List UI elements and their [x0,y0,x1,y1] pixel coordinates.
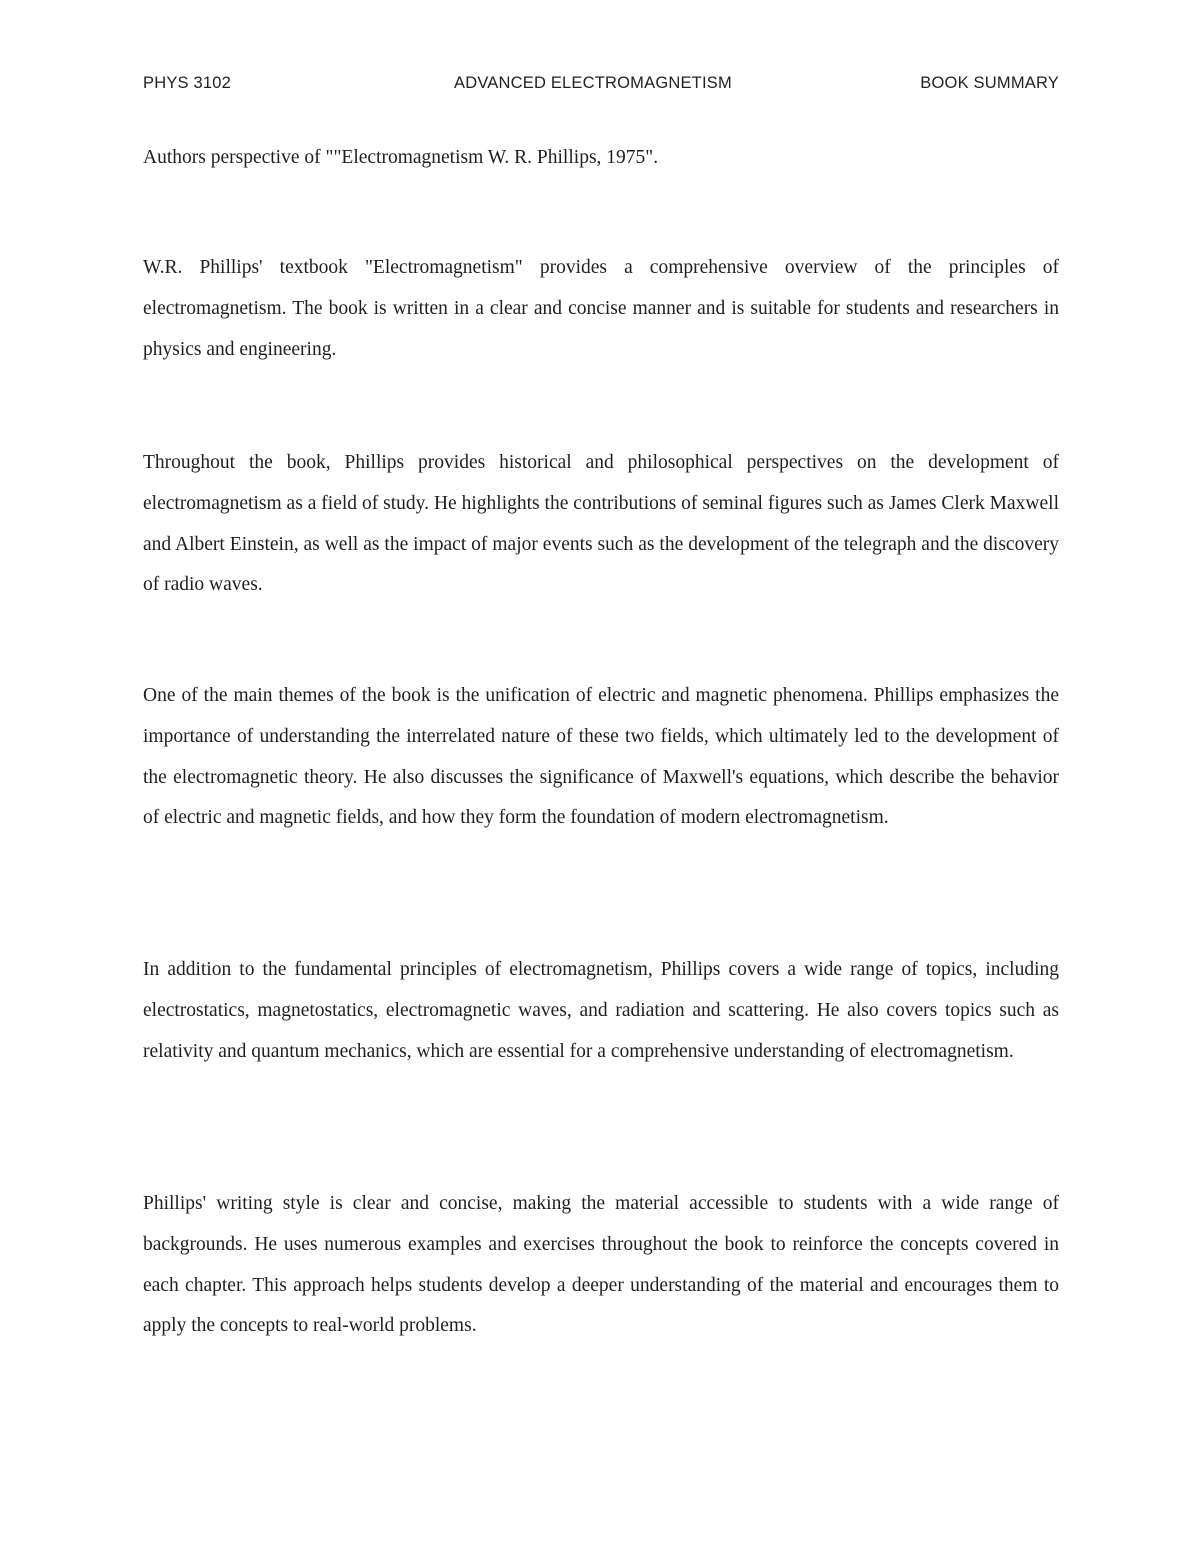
paragraph-intro: W.R. Phillips' textbook "Electromagnetism" provides a comprehensive overview of the principles of electromagnetism. The book is written in a clear and concise manner and is suitable for students and researchers in physics and engineering. [143,257,1059,360]
paragraph-topics-covered: In addition to the fundamental principles of electromagnetism, Phillips covers a wide range of topics, including electrostatics, magnetostatics, electromagnetic waves, and radiation and scattering. He also covers topics such as relativity and quantum mechanics, which are essential for a comprehensive understanding of electromagnetism. [143,959,1059,1062]
header-subject: ADVANCED ELECTROMAGNETISM [454,74,732,92]
header-course-code: PHYS 3102 [143,74,232,92]
page-header [143,74,1059,98]
document-title: Authors perspective of ""Electromagnetism W. R. Phillips, 1975". [143,147,659,168]
paragraph-historical-perspectives: Throughout the book, Phillips provides historical and philosophical perspectives on the development of electromagnetism as a field of study. He highlights the contributions of seminal figures such as James Clerk Maxwell and Albert Einstein, as well as the impact of major events such as the development of the telegraph and the discovery of radio waves. [143,452,1059,596]
header-document-type: BOOK SUMMARY [920,74,1059,92]
paragraph-writing-style: Phillips' writing style is clear and concise, making the material accessible to students with a wide range of backgrounds. He uses numerous examples and exercises throughout the book to reinforce the concepts covered in each chapter. This approach helps students develop a deeper understanding of the material and encourages them to apply the concepts to real-world problems. [143,1193,1059,1337]
paragraph-unification-theme: One of the main themes of the book is the unification of electric and magnetic phenomena. Phillips emphasizes the importance of understanding the interrelated nature of these two fields, which ultimately led to the development of the electromagnetic theory. He also discusses the significance of Maxwell's equations, which describe the behavior of electric and magnetic fields, and how they form the foundation of modern electromagnetism. [143,685,1059,829]
